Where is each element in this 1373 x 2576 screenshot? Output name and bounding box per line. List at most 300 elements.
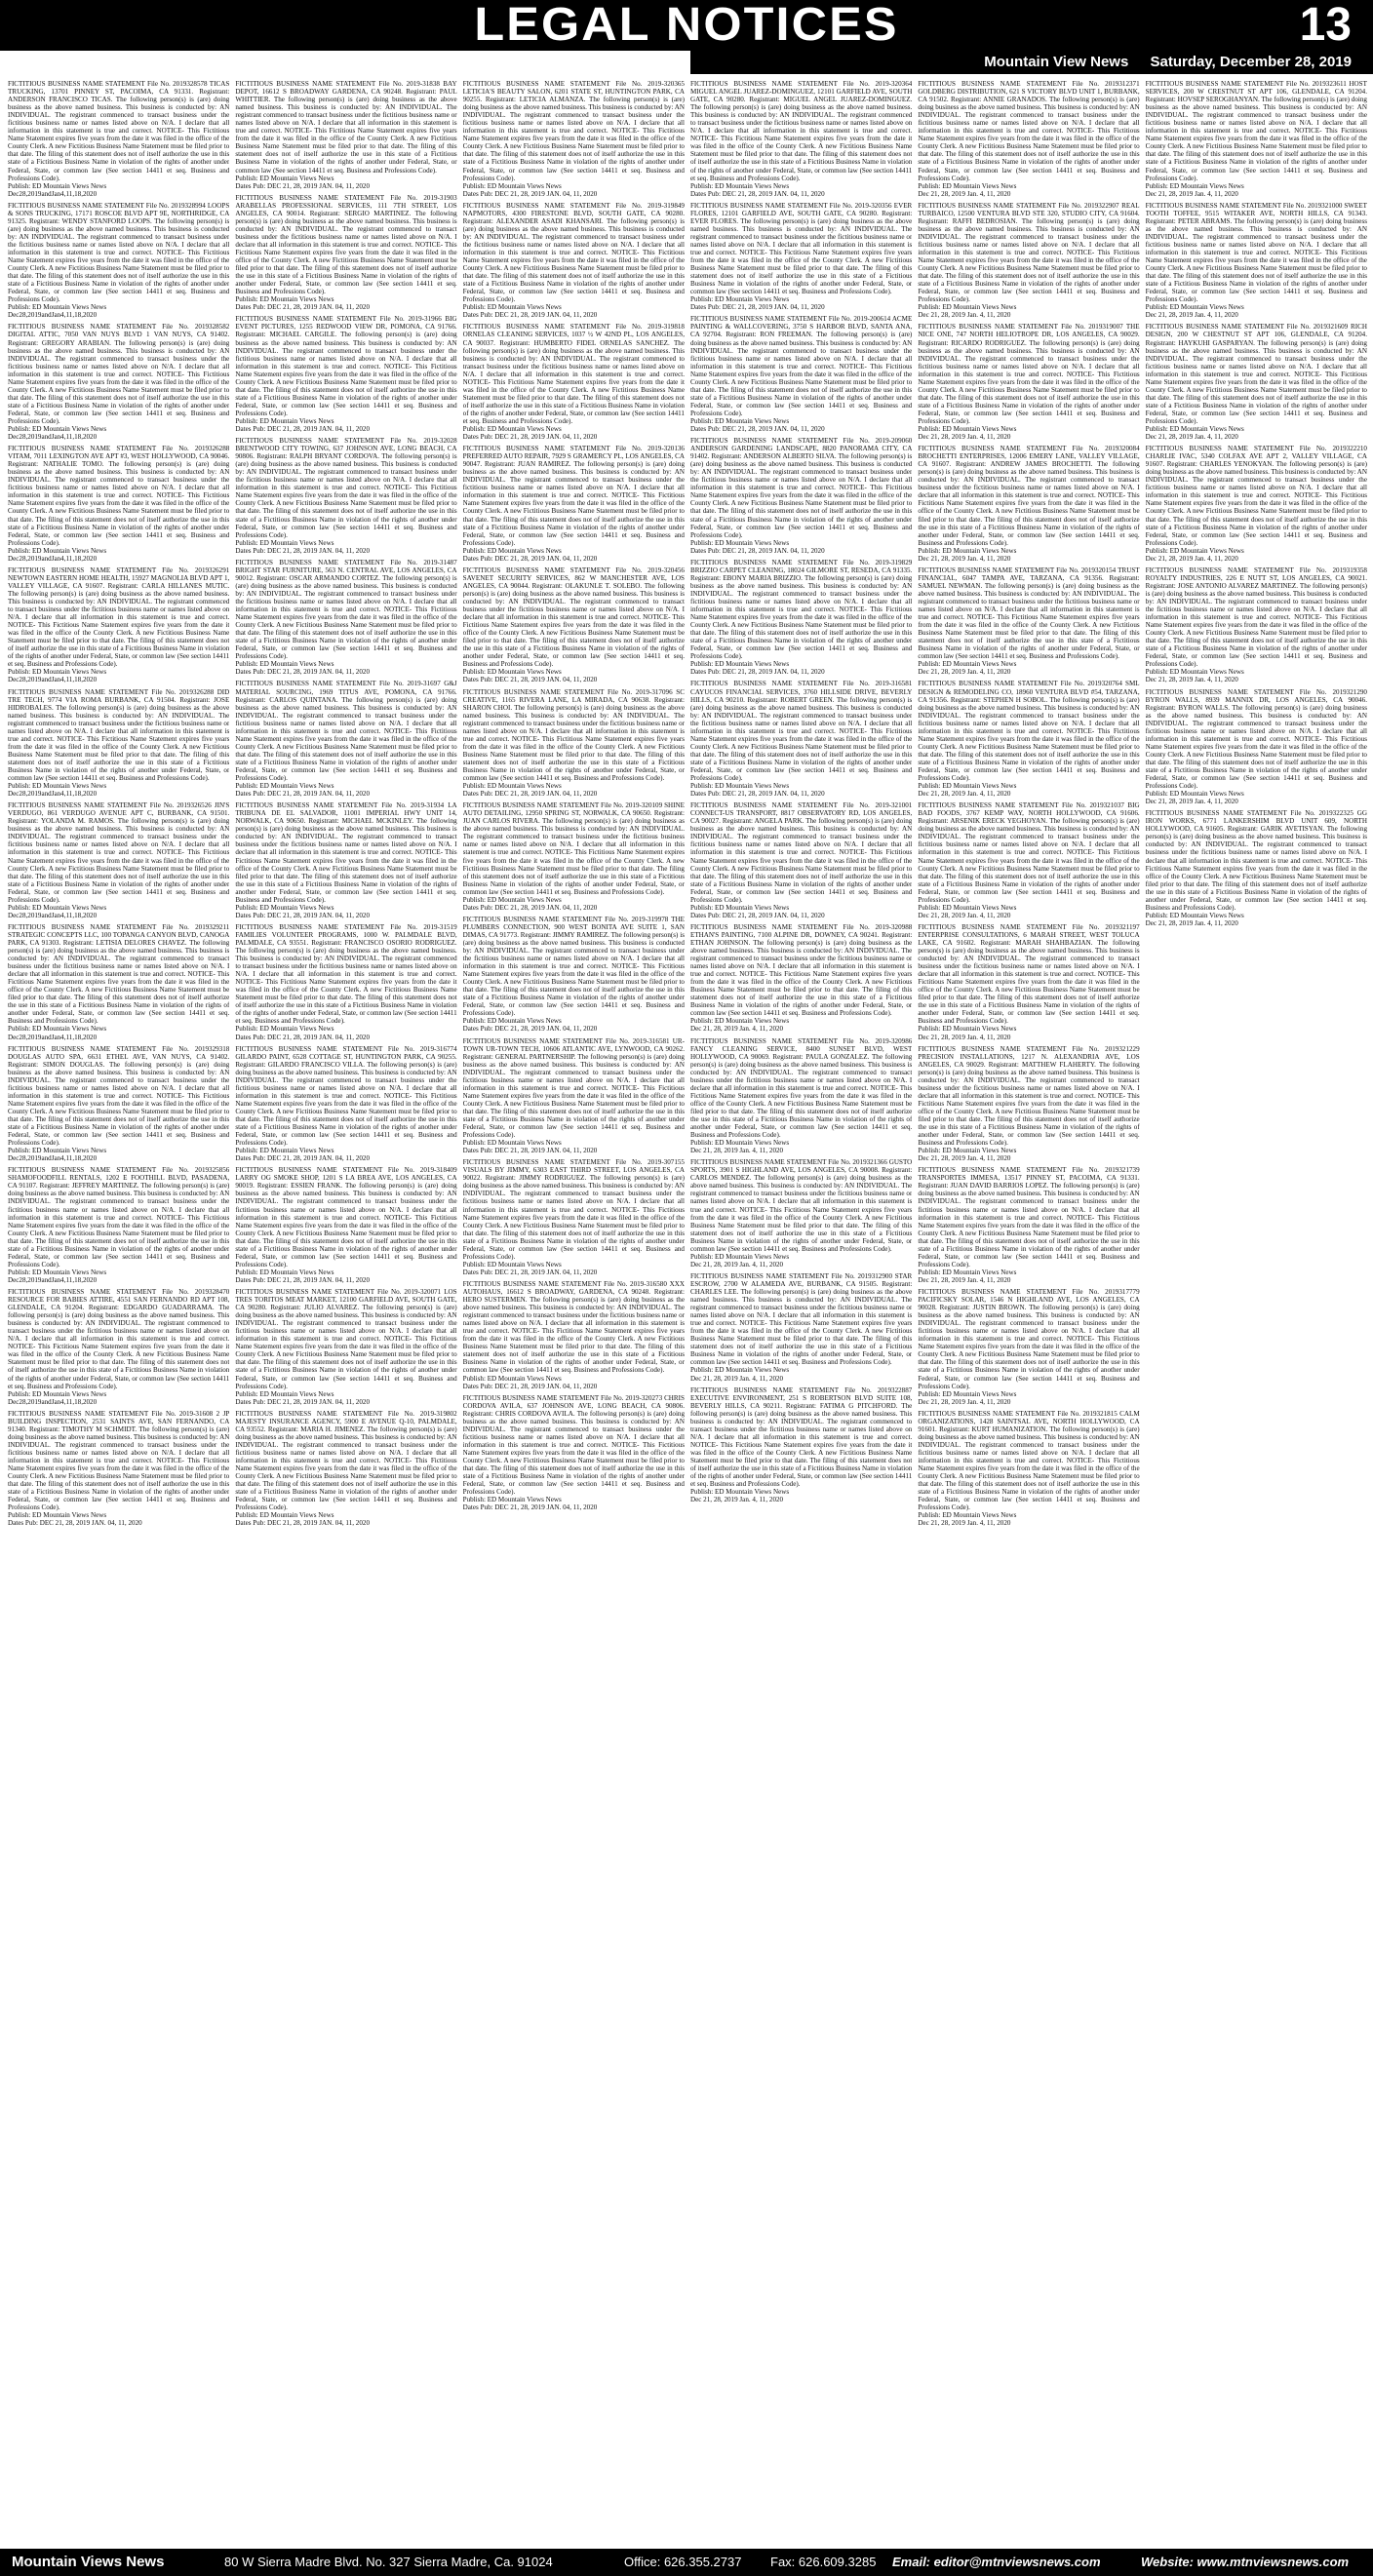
notice-heading: FICTITIOUS BUSINESS NAME STATEMENT <box>1145 323 1284 332</box>
notice-business-name: PREFERRED AUTO REPAIR <box>462 452 549 461</box>
notice-business-name: REAL TURBAICO <box>918 201 1140 217</box>
notice-address: 226 E NUTT ST, LOS ANGELES, CA 90021 <box>1226 573 1366 582</box>
notice-publisher: Publish: ED Mountain Views News <box>8 1147 107 1155</box>
notice-pub-dates: Dates Pub: DEC 21, 28, 2019 JAN. 04, 11, 2020 <box>689 546 825 555</box>
notice-publisher: Publish: ED Mountain Views News <box>918 1268 1017 1276</box>
notice-business-name: DOUGLAS AUTO SPA <box>8 1052 82 1061</box>
notice-pub-dates: Dec 21, 28, 2019 Jan. 4, 11, 2020 <box>1145 676 1238 684</box>
notice-address: 200 W CHESTNUT ST APT 106, GLENDALE, CA 91204 <box>1177 331 1366 339</box>
notice-text: FICTITIOUS BUSINESS NAME STATEMENT File No. 2019-31838 BAY DEPOT, 16612 S BROADWAY GARDENA, CA 90248. Registrant: PAUL WHITTIER. The following person(s) is (are) doing business as the above named business. This business is conducted by: AN INDIVIDUAL. The registrant commenced to transact business under the fictitious business name or names listed above on N/A. I declare that all information in this statement is true and correct. NOTICE- This Fictitious Name Statement expires five years from the date it was filed in the office of the County Clerk. A new Fictitious Business Name Statement must be filed prior to that date. The filing of this statement does not of itself authorize the use in this state of a Fictitious Business Name in violation of the rights of another under Federal, State, or common law (See section 14411 et seq. Business and Professions Code). Publish: ED Mountain Views News Dates Pub: DEC 21, 28, 2019 JAN. 04, 11, 2020 <box>235 80 457 190</box>
notice-pub-dates: Dec 21, 28, 2019 Jan. 4, 11, 2020 <box>918 911 1011 919</box>
legal-notice <box>8 1410 229 1528</box>
notice-body: The following person(s) is (are) doing business as the above named business. This business is conducted by: AN INDIVIDUAL. The registrant commenced to transact business under the fictitious business name or names listed above on N/A. I declare that all information in this statement is true and correct. NOTICE- This Fictitious Name Statement expires five years from the date it was filed in the office of the County Clerk. A new Fictitious Business Name Statement must be filed prior to that date. The filing of this statement does not of itself authorize the use in this state of a Fictitious Business Name in violation of the rights of another under Federal, State, or common law (See section 14411 et seq. Business and Professions Code). <box>918 216 1140 304</box>
notice-registrant: ESSIEN FRANK <box>291 1182 341 1190</box>
notice-file-number: 2019322325 <box>1318 809 1353 818</box>
column <box>1146 80 1367 2539</box>
notice-pub-dates: Dates Pub: DEC 21, 28, 2019 JAN. 04, 11, 2020 <box>462 433 598 442</box>
legal-notice <box>918 1166 1139 1284</box>
notice-registrant: PAULA GONZALEZ <box>805 1052 868 1061</box>
legal-notice <box>463 202 685 320</box>
notice-registrant: LETICIA ALMANZA <box>519 96 584 104</box>
notice-file-number: 2019-31838 <box>406 80 440 88</box>
notice-file-number: 2019326288 <box>178 687 215 696</box>
notice-business-name: CHARLIE IVAC <box>1145 452 1196 461</box>
notice-heading: FICTITIOUS BUSINESS NAME STATEMENT <box>1145 80 1284 88</box>
notice-publisher: Publish: ED Mountain Views News <box>235 903 334 912</box>
notice-publisher: Publish: ED Mountain Views News <box>918 303 1017 312</box>
notice-text: FICTITIOUS BUSINESS NAME STATEMENT File No. 2019328470 RESOURCE FOR BABIES ATTIRE, 4551 SAN FERNANDO RD APT 108, GLENDALE, CA 91204. Registrant: EDGARDO GUADARRAMA. The following person(s) is (are) doing business as the above named business. This business is conducted by: AN INDIVIDUAL. The registrant commenced to transact business under the fictitious business name or names listed above on N/A. I declare that all information in this statement is true and correct. NOTICE- This Fictitious Name Statement expires five years from the date it was filed in the office of the County Clerk. A new Fictitious Business Name Statement must be filed prior to that date. The filing of this statement does not of itself authorize the use in this state of a Fictitious Business Name in violation of the rights of another under Federal, State, or common law (See section 14411 et seq. Business and Professions Code). Publish: ED Mountain Views News Dec28,2019andJan4,11,18,2020 <box>8 1287 230 1406</box>
legal-notice <box>690 559 912 677</box>
notice-body: The following person(s) is (are) doing business as the above named business. This business is conducted by: AN INDIVIDUAL. The registrant commenced to transact business under the fictitious business name or names listed above on N/A. I declare that all information in this statement is true and correct. NOTICE- This Fictitious Name Statement expires five years from the date it was filed in the office of the County Clerk. A new Fictitious Business Name Statement must be filed prior to that date. The filing of this statement does not of itself authorize the use in this state of a Fictitious Business Name in violation of the rights of another under Federal, State, or common law (See section 14411 et seq. Business and Professions Code). <box>918 1304 1140 1390</box>
notice-business-name: LARRY OG SMOKE SHOP <box>235 1174 318 1183</box>
notice-file-number: 2019-32028 <box>423 437 457 446</box>
legal-notice <box>918 1410 1139 1528</box>
legal-notice <box>8 323 229 441</box>
notice-file-number: 2019-209060 <box>875 437 913 446</box>
notice-text: FICTITIOUS BUSINESS NAME STATEMENT File No. 2019-320109 SHINE AUTO DETAILING, 12950 SPRING ST, NORWALK, CA 90650. Registrant: JUAN CARLOS RIVERA. The following person(s) is (are) doing business as the above named business. This business is conducted by: AN INDIVIDUAL. The registrant commenced to transact business under the fictitious business name or names listed above on N/A. I declare that all information in this statement is true and correct. NOTICE- This Fictitious Name Statement expires five years from the date it was filed in the office of the County Clerk. A new Fictitious Business Name Statement must be filed prior to that date. The filing of this statement does not of itself authorize the use in this state of a Fictitious Business Name in violation of the rights of another under Federal, State, or common law (See section 14411 et seq. Business and Professions Code). Publish: ED Mountain Views News Dates Pub: DEC 21, 28, 2019 JAN. 04, 11, 2020 <box>462 801 685 912</box>
notice-business-name: GG IRON WORKS <box>1145 809 1367 826</box>
notice-publisher: Publish: ED Mountain Views News <box>918 782 1017 791</box>
notice-business-name: BIG BAD FOODS <box>918 801 1140 818</box>
notice-heading: FICTITIOUS BUSINESS NAME STATEMENT <box>689 922 838 931</box>
notice-text: FICTITIOUS BUSINESS NAME STATEMENT File No. 2019-319829 BRIZZIO CARPET CLEANING, 18024 GILMORE ST, RESEDA, CA 91335. Registrant: EBONY MARIA BRIZZIO. The following person(s) is (are) doing business as the above named business. This business is conducted by: AN INDIVIDUAL. The registrant commenced to transact business under the fictitious business name or names listed above on N/A. I declare that all information in this statement is true and correct. NOTICE- This Fictitious Name Statement expires five years from the date it was filed in the office of the County Clerk. A new Fictitious Business Name Statement must be filed prior to that date. The filing of this statement does not of itself authorize the use in this state of a Fictitious Business Name in violation of the rights of another under Federal, State, or common law (See section 14411 et seq. Business and Professions Code). Publish: ED Mountain Views News Dates Pub: DEC 21, 28, 2019 JAN. 04, 11, 2020 <box>689 558 913 677</box>
notice-text: FICTITIOUS BUSINESS NAME STATEMENT File No. 2019-31487 BRIGHT STAR FURNITURE, 563 N. CENTRAL AVE, LOS ANGELES, CA 90012. Registrant: OSCAR ARMANDO CORTEZ. The following person(s) is (are) doing business as the above named business. This business is conducted by: AN INDIVIDUAL. The registrant commenced to transact business under the fictitious business name or names listed above on N/A. I declare that all information in this statement is true and correct. NOTICE- This Fictitious Name Statement expires five years from the date it was filed in the office of the County Clerk. A new Fictitious Business Name Statement must be filed prior to that date. The filing of this statement does not of itself authorize the use in this state of a Fictitious Business Name in violation of the rights of another under Federal, State, or common law (See section 14411 et seq. Business and Professions Code). Publish: ED Mountain Views News Dates Pub: DEC 21, 28, 2019 JAN. 04, 11, 2020 <box>235 558 457 677</box>
notice-pub-dates: Dates Pub: DEC 21, 28, 2019 JAN. 04, 11, 2020 <box>462 554 598 563</box>
notice-pub-dates: Dec 21, 28, 2019 Jan. 4, 11, 2020 <box>689 1260 784 1268</box>
notice-pub-dates: Dates Pub: DEC 21, 28, 2019 JAN. 04, 11, 2020 <box>462 790 598 799</box>
notice-pub-dates: Dates Pub: DEC 21, 28, 2019 JAN. 04, 11, 2020 <box>235 1397 370 1406</box>
notice-registrant: STEPHEN H SOBOL <box>983 695 1046 704</box>
notice-heading: FICTITIOUS BUSINESS NAME STATEMENT <box>462 915 603 923</box>
notice-text: FICTITIOUS BUSINESS NAME STATEMENT File No. 2019328578 TICAS TRUCKING, 13701 PINNEY ST, PACOIMA, CA 91331. Registrant: ANDERSON FRANCISCO TICAS. The following person(s) is (are) doing business as the above named business. This business is conducted by: AN INDIVIDUAL. The registrant commenced to transact business under the fictitious business name or names listed above on N/A. I declare that all information in this statement is true and correct. NOTICE- This Fictitious Name Statement expires five years from the date it was filed in the office of the County Clerk. A new Fictitious Business Name Statement must be filed prior to that date. The filing of this statement does not of itself authorize the use in this state of a Fictitious Business Name in violation of the rights of another under Federal, State, or common law (See section 14411 et seq. Business and Professions Code). Publish: ED Mountain Views News Dec28,2019andJan4,11,18,2020 <box>8 80 230 198</box>
notice-pub-dates: Dec 21, 28, 2019 Jan. 4, 11, 2020 <box>689 1496 784 1504</box>
notice-publisher: Publish: ED Mountain Views News <box>235 295 334 304</box>
notice-address: 8400 SUNSET BLVD, WEST HOLLYWOOD, CA 90069 <box>689 1044 913 1061</box>
legal-notice <box>918 323 1139 441</box>
notice-pub-dates: Dates Pub: DEC 21, 28, 2019 JAN. 04, 11, 2020 <box>462 1503 598 1512</box>
notice-file-number: 2019-320986 <box>875 1036 913 1045</box>
notice-heading: FICTITIOUS BUSINESS NAME STATEMENT <box>689 201 828 210</box>
notice-address: 1037 ½ W 42ND PL, LOS ANGELES, CA 90037 <box>462 331 685 347</box>
notice-heading: FICTITIOUS BUSINESS NAME STATEMENT <box>918 445 1067 453</box>
notice-body: The following person(s) is (are) doing business as the above named business. This business is conducted by: AN INDIVIDUAL. The registrant commenced to transact business under the fictitious business name or names listed above on N/A. I declare that all information in this statement is true and correct. NOTICE- This Fictitious Name Statement expires five years from the date it was filed in the office of the County Clerk. A new Fictitious Business Name Statement must be filed prior to that date. The filing of this statement does not of itself authorize the use in this state of a Fictitious Business Name in violation of the rights of another under Federal, State, or common law (See section 14411 et seq. Business and Professions Code). <box>462 216 685 304</box>
notice-file-number: 2019328578 <box>173 80 208 88</box>
notice-business-name: LETICIA'S BEAUTY SALON <box>462 88 551 97</box>
notice-pub-dates: Dec 21, 28, 2019 Jan. 4, 11, 2020 <box>1145 554 1238 563</box>
legal-notice <box>235 194 456 312</box>
notice-address: 6047 TAMPA AVE, TARZANA, CA 91356 <box>962 573 1103 582</box>
notices-columns <box>8 80 1367 2539</box>
legal-notice <box>1146 323 1367 441</box>
notice-file-number: 2019-319802 <box>419 1409 457 1418</box>
notice-body: The following person(s) is (are) doing business as the above named business. This business is conducted by: AN INDIVIDUAL. The registrant commenced to transact business under the fictitious business name or names listed above on N/A. I declare that all information in this statement is true and correct. NOTICE- This Fictitious Name Statement expires five years from the date it was filed in the office of the County Clerk. A new Fictitious Business Name Statement must be filed prior to that date. The filing of this statement does not of itself authorize the use in this state of a Fictitious Business Name in violation of the rights of another under Federal, State, or common law (See section 14411 et seq. Business and Professions Code). <box>8 817 230 904</box>
notice-business-name: THE NICE ONE <box>918 323 1140 339</box>
notice-publisher: Publish: ED Mountain Views News <box>918 546 1017 555</box>
notice-text: FICTITIOUS BUSINESS NAME STATEMENT File No. 2019325856 SHAMOFOODFILL RENTALS, 1202 E FOOTHILL BLVD, PASADENA, CA 91107. Registrant: JEFFREY MARTINEZ. The following person(s) is (are) doing business as the above named business. This business is conducted by: AN INDIVIDUAL. The registrant commenced to transact business under the fictitious business name or names listed above on N/A. I declare that all information in this statement is true and correct. NOTICE- This Fictitious Name Statement expires five years from the date it was filed in the office of the County Clerk. A new Fictitious Business Name Statement must be filed prior to that date. The filing of this statement does not of itself authorize the use in this state of a Fictitious Business Name in violation of the rights of another under Federal, State, or common law (See section 14411 et seq. Business and Professions Code). Publish: ED Mountain Views News Dec28,2019andJan4,11,18,2020 <box>8 1166 230 1284</box>
notice-file-number: 2019-320988 <box>875 922 913 931</box>
notice-business-name: RICH DESIGN <box>1145 323 1367 339</box>
notice-file-number: 2019329318 <box>194 1044 230 1053</box>
notice-heading: FICTITIOUS BUSINESS NAME STATEMENT <box>918 1409 1055 1418</box>
notice-body: The following person(s) is (are) doing business as the above named business. This business is conducted by: AN INDIVIDUAL. The registrant commenced to transact business under the fictitious business name or names listed above on N/A. I declare that all information in this statement is true and correct. NOTICE- This Fictitious Name Statement expires five years from the date it was filed in the office of the County Clerk. A new Fictitious Business Name Statement must be filed prior to that date. The filing of this statement does not of itself authorize the use in this state of a Fictitious Business Name in violation of the rights of another under Federal, State, or common law (See section 14411 et seq. Business and Professions Code). <box>918 338 1140 425</box>
notice-text: FICTITIOUS BUSINESS NAME STATEMENT File No. 2019-316580 XXX AUTOHAUS, 16612 S BROADWAY, GARDENA, CA 90248. Registrant: HERO SUSTERMEN. The following person(s) is (are) doing business as the above named business. This business is conducted by: AN INDIVIDUAL. The registrant commenced to transact business under the fictitious business name or names listed above on N/A. I declare that all information in this statement is true and correct. NOTICE- This Fictitious Name Statement expires five years from the date it was filed in the office of the County Clerk. A new Fictitious Business Name Statement must be filed prior to that date. The filing of this statement does not of itself authorize the use in this state of a Fictitious Business Name in violation of the rights of another under Federal, State, or common law (See section 14411 et seq. Business and Professions Code). Publish: ED Mountain Views News Dates Pub: DEC 21, 28, 2019 JAN. 04, 11, 2020 <box>462 1279 685 1390</box>
legal-notice <box>235 315 456 433</box>
notice-registrant: ALEXANDER ASADI KHANSARI <box>495 216 602 225</box>
notice-body: The following person(s) is (are) doing business as the above named business. This business is conducted by: AN INDIVIDUAL. The registrant commenced to transact business under the fictitious business name or names listed above on N/A. I declare that all information in this statement is true and correct. NOTICE- This Fictitious Name Statement expires five years from the date it was filed in the office of the County Clerk. A new Fictitious Business Name Statement must be filed prior to that date. The filing of this statement does not of itself authorize the use in this state of a Fictitious Business Name in violation of the rights of another under Federal, State, or common law (See section 14411 et seq. Business and Professions Code). <box>689 331 913 417</box>
notice-body: The following person(s) is (are) doing business as the above named business. This business is conducted by: AN INDIVIDUAL. The registrant commenced to transact business under the fictitious business name or names listed above on N/A. I declare that all information in this statement is true and correct. NOTICE- This Fictitious Name Statement expires five years from the date it was filed in the office of the County Clerk. A new Fictitious Business Name Statement must be filed prior to that date. The filing of this statement does not of itself authorize the use in this state of a Fictitious Business Name in violation of the rights of another under Federal, State, or common law (See section 14411 et seq. Business and Professions Code). <box>918 1425 1140 1512</box>
notice-text: FICTITIOUS BUSINESS NAME STATEMENT File No. 2019-316581 UR-TOWN UR-TOWN TECH, 10606 ATLANTIC AVE, LYNWOOD, CA 90262. Registrant: GENERAL PARTNERSHIP. The following person(s) is (are) doing business as the above named business. This business is conducted by: AN INDIVIDUAL. The registrant commenced to transact business under the fictitious business name or names listed above on N/A. I declare that all information in this statement is true and correct. NOTICE- This Fictitious Name Statement expires five years from the date it was filed in the office of the County Clerk. A new Fictitious Business Name Statement must be filed prior to that date. The filing of this statement does not of itself authorize the use in this state of a Fictitious Business Name in violation of the rights of another under Federal, State, or common law (See section 14411 et seq. Business and Professions Code). Publish: ED Mountain Views News Dates Pub: DEC 21, 28, 2019 JAN. 04, 11, 2020 <box>462 1036 685 1155</box>
notice-pub-dates: Dates Pub: DEC 21, 28, 2019 JAN. 04, 11, 2020 <box>8 1519 142 1528</box>
notice-pub-dates: Dec28,2019andJan4,11,18,2020 <box>8 189 98 198</box>
notice-file-number: 2019-319849 <box>647 201 685 210</box>
notice-business-name: ACME PAINTING & WALLCOVERING <box>689 315 913 332</box>
notice-file-number: 2019-31608 <box>178 1409 214 1418</box>
notice-publisher: Publish: ED Mountain Views News <box>1145 181 1244 190</box>
notice-business-name: NAPMOTORS <box>462 209 506 217</box>
notice-publisher: Publish: ED Mountain Views News <box>689 1139 790 1148</box>
notice-pub-dates: Dates Pub: DEC 21, 28, 2019 JAN. 04, 11, 2020 <box>462 1025 598 1034</box>
notice-body: The following person(s) is (are) doing business as the above named business. This business is conducted by: AN INDIVIDUAL. The registrant commenced to transact business under the fictitious business name or names listed above on N/A. I declare that all information in this statement is true and correct. NOTICE- This Fictitious Name Statement expires five years from the date it was filed in the office of the County Clerk. A new Fictitious Business Name Statement must be filed prior to that date. The filing of this statement does not of itself authorize the use in this state of a Fictitious Business Name in violation of the rights of another under Federal, State, or common law (See section 14411 et seq. Business and Professions Code). <box>689 1401 913 1489</box>
notice-business-name: CHRIS CORDOVA AVILA <box>462 1393 685 1410</box>
notice-pub-dates: Dec 21, 28, 2019 Jan. 4, 11, 2020 <box>918 668 1011 677</box>
notice-address: 12950 SPRING ST, NORWALK, CA 90650 <box>525 809 650 818</box>
notice-registrant: CARLA HILLANES MUTIC <box>141 581 228 590</box>
notice-heading: FICTITIOUS BUSINESS NAME STATEMENT <box>235 80 376 88</box>
notice-address: 9774 VIA ROMA BURBANK, CA 91504 <box>48 695 175 704</box>
notice-publisher: Publish: ED Mountain Views News <box>8 1025 107 1034</box>
notice-heading: FICTITIOUS BUSINESS NAME STATEMENT <box>918 922 1067 931</box>
notice-heading: FICTITIOUS BUSINESS NAME STATEMENT <box>235 1287 374 1296</box>
notice-text: FICTITIOUS BUSINESS NAME STATEMENT File No. 2019-200614 ACME PAINTING & WALLCOVERING, 3750 S HARBOR BLVD, SANTA ANA, CA 92704. Registrant: RON FREEMAN. The following person(s) is (are) doing business as the above named business. This business is conducted by: AN INDIVIDUAL. The registrant commenced to transact business under the fictitious business name or names listed above on N/A. I declare that all information in this statement is true and correct. NOTICE- This Fictitious Name Statement expires five years from the date it was filed in the office of the County Clerk. A new Fictitious Business Name Statement must be filed prior to that date. The filing of this statement does not of itself authorize the use in this state of a Fictitious Business Name in violation of the rights of another under Federal, State, or common law (See section 14411 et seq. Business and Professions Code). Publish: ED Mountain Views News Dates Pub: DEC 21, 28, 2019 JAN. 04, 11, 2020 <box>689 315 913 434</box>
notice-text: FICTITIOUS BUSINESS NAME STATEMENT File No. 2019-319802 MAJESTY INSURANCE AGENCY, 5900 E AVENUE Q-10, PALMDALE, CA 93552. Registrant: MARIA H. JIMENEZ. The following person(s) is (are) doing business as the above named business. This business is conducted by: AN INDIVIDUAL. The registrant commenced to transact business under the fictitious business name or names listed above on N/A. I declare that all information in this statement is true and correct. NOTICE- This Fictitious Name Statement expires five years from the date it was filed in the office of the County Clerk. A new Fictitious Business Name Statement must be filed prior to that date. The filing of this statement does not of itself authorize the use in this state of a Fictitious Business Name in violation of the rights of another under Federal, State, or common law (See section 14411 et seq. Business and Professions Code). Publish: ED Mountain Views News Dates Pub: DEC 21, 28, 2019 JAN. 04, 11, 2020 <box>235 1409 457 1528</box>
notice-business-name: ORNELAS CLEANING SERVICES <box>462 331 568 339</box>
notice-address: 12101 GARFIELD AVE, SOUTH GATE, CA 90280 <box>721 209 877 217</box>
notice-publisher: Publish: ED Mountain Views News <box>462 1139 562 1148</box>
notice-text: FICTITIOUS BUSINESS NAME STATEMENT File No. 2019320084 BROCHETTI ENTERPRISES, 12006 EMERY LANE, VALLEY VILLAGE, CA 91607. Registrant: ANDREW JAMES BROCHETTI. The following person(s) is (are) doing business as the above named business. This business is conducted by: AN INDIVIDUAL. The registrant commenced to transact business under the fictitious business name or names listed above on N/A. I declare that all information in this statement is true and correct. NOTICE- This Fictitious Name Statement expires five years from the date it was filed in the office of the County Clerk. A new Fictitious Business Name Statement must be filed prior to that date. The filing of this statement does not of itself authorize the use in this state of a Fictitious Business Name in violation of the rights of another under Federal, State, or common law (See section 14411 et seq. Business and Professions Code). Publish: ED Mountain Views News Dec 21, 28, 2019 Jan. 4, 11, 2020 <box>918 445 1140 563</box>
notice-registrant: JULIO ALVAREZ <box>303 1304 358 1312</box>
notice-address: 13701 PINNEY ST, PACOIMA, CA 91331 <box>51 88 192 97</box>
notice-file-number: 2019320084 <box>1105 445 1140 453</box>
notice-registrant: WENDY STANFORD LOOPS <box>61 216 150 225</box>
notice-body: The following person(s) is (are) doing business as the above named business. This business is conducted by: AN INDIVIDUAL. The registrant commenced to transact business under the fictitious business name or names listed above on N/A. I declare that all information in this statement is true and correct. NOTICE- This Fictitious Name Statement expires five years from the date it was filed in the office of the County Clerk. A new Fictitious Business Name Statement must be filed prior to that date. The filing of this statement does not of itself authorize the use in this state of a Fictitious Business Name in violation of the rights of another under Federal, State, or common law (See section 14411 et seq. Business and Professions Code). <box>462 1296 685 1375</box>
legal-notice <box>1146 809 1367 927</box>
notice-publisher: Publish: ED Mountain Views News <box>235 1389 334 1398</box>
notice-business-name: CONNECT-US TRANSPORT <box>689 809 776 818</box>
notice-registrant: SHARON CHOI <box>462 703 511 712</box>
notice-business-name: BIG EVENT PICTURES <box>235 315 457 332</box>
legal-notice <box>1146 445 1367 563</box>
notice-registrant: ETHAN JOHNSON <box>689 938 749 947</box>
notice-text: FICTITIOUS BUSINESS NAME STATEMENT File No. 2019-32028 BRENTWOOD CITY TOWING, 637 JOHNSON AVE, LONG BEACH, CA 90806. Registrant: RALPH BRYANT CORDOVA. The following person(s) is (are) doing business as the above named business. This business is conducted by: AN INDIVIDUAL. The registrant commenced to transact business under the fictitious business name or names listed above on N/A. I declare that all information in this statement is true and correct. NOTICE- This Fictitious Name Statement expires five years from the date it was filed in the office of the County Clerk. A new Fictitious Business Name Statement must be filed prior to that date. The filing of this statement does not of itself authorize the use in this state of a Fictitious Business Name in violation of the rights of another under Federal, State, or common law (See section 14411 et seq. Business and Professions Code). Publish: ED Mountain Views News Dates Pub: DEC 21, 28, 2019 JAN. 04, 11, 2020 <box>235 437 457 555</box>
notice-registrant: GENERAL PARTNERSHIP <box>494 1052 574 1061</box>
notice-heading: FICTITIOUS BUSINESS NAME STATEMENT <box>462 687 605 696</box>
legal-notice <box>918 680 1139 798</box>
notice-business-name: SML DESIGN & REMODELING CO <box>918 680 1140 696</box>
notice-registrant: RON FREEMAN <box>760 331 811 339</box>
notice-file-number: 2019-31519 <box>423 922 457 931</box>
notice-business-name: PACIFICSKY SOLAR <box>918 1296 985 1305</box>
issue-date: Saturday, December 28, 2019 <box>1150 54 1352 70</box>
legal-notice <box>918 566 1139 677</box>
notice-registrant: JUAN DAVID BARRIOS LOPEZ <box>950 1182 1047 1190</box>
notice-publisher: Publish: ED Mountain Views News <box>918 1511 1017 1520</box>
notice-file-number: 2019320764 <box>1087 680 1122 688</box>
legal-notice <box>463 566 685 684</box>
legal-notice <box>1146 202 1367 320</box>
notice-business-name: CAYUCOS FINANCIAL SERVICES <box>689 687 799 696</box>
notice-address: 6771 LANKERSHIM BLVD UNIT 609, NORTH HOLLYWOOD, CA 91605 <box>1145 817 1367 834</box>
notice-pub-dates: Dec28,2019andJan4,11,18,2020 <box>8 1154 98 1163</box>
footer-email-link[interactable]: Email: editor@mtnviewsnews.com <box>892 2555 1101 2569</box>
notice-publisher: Publish: ED Mountain Views News <box>235 538 334 547</box>
notice-publisher: Publish: ED Mountain Views News <box>1145 425 1244 434</box>
notice-pub-dates: Dec28,2019andJan4,11,18,2020 <box>8 1397 98 1406</box>
footer-website-link[interactable]: Website: www.mtnviewsnews.com <box>1141 2555 1350 2569</box>
notice-file-number: 2019319358 <box>1332 566 1367 574</box>
notice-body: The following person(s) is (are) doing business as the above named business. This business is conducted by: AN INDIVIDUAL. The registrant commenced to transact business under the fictitious business name or names listed above on N/A. I declare that all information in this statement is true and correct. NOTICE- This Fictitious Name Statement expires five years from the date it was filed in the office of the County Clerk. A new Fictitious Business Name Statement must be filed prior to that date. The filing of this statement does not of itself authorize the use in this state of a Fictitious Business Name in violation of the rights of another under Federal, State, or common law (See section 14411 et seq. Business and Professions Code). <box>8 460 230 547</box>
notice-heading: FICTITIOUS BUSINESS NAME STATEMENT <box>8 1409 149 1418</box>
legal-notice <box>918 80 1139 198</box>
notice-text: FICTITIOUS BUSINESS NAME STATEMENT File No. 2019322887 EXECUTIVE ENVIRONMENT, 251 S ROBERTSON BLVD SUITE 108, BEVERLY HILLS, CA 90211. Registrant: FATIMA G PITCHFORD. The following person(s) is (are) doing business as the above named business. This business is conducted by: AN INDIVIDUAL. The registrant commenced to transact business under the fictitious business name or names listed above on N/A. I declare that all information in this statement is true and correct. NOTICE- This Fictitious Name Statement expires five years from the date it was filed in the office of the County Clerk. A new Fictitious Business Name Statement must be filed prior to that date. The filing of this statement does not of itself authorize the use in this state of a Fictitious Business Name in violation of the rights of another under Federal, State, or common law (See section 14411 et seq. Business and Professions Code). Publish: ED Mountain Views News Dec 21, 28, 2019 Jan. 4, 11, 2020 <box>689 1386 913 1504</box>
notice-business-name: ANDERSON GARDENING LANDSCAPE <box>689 445 817 453</box>
notice-publisher: Publish: ED Mountain Views News <box>462 1017 562 1026</box>
notice-business-name: BROCHETTI ENTERPRISES <box>918 452 1005 461</box>
notice-heading: FICTITIOUS BUSINESS NAME STATEMENT <box>689 558 838 566</box>
notice-file-number: 2019328582 <box>194 323 230 332</box>
notice-body: The following person(s) is (are) doing business as the above named business. This business is conducted by: AN INDIVIDUAL. The registrant commenced to transact business under the fictitious business name or names listed above on N/A. I declare that all information in this statement is true and correct. NOTICE- This Fictitious Name Statement expires five years from the date it was filed in the office of the County Clerk. A new Fictitious Business Name Statement must be filed prior to that date. The filing of this statement does not of itself authorize the use in this state of a Fictitious Business Name in violation of the rights of another under Federal, State, or common law (See section 14411 et seq. Business and Professions Code). <box>462 1052 685 1140</box>
notice-heading: FICTITIOUS BUSINESS NAME STATEMENT <box>689 801 838 810</box>
notice-publisher: Publish: ED Mountain Views News <box>8 181 107 190</box>
notice-business-name: ROYALTY INDUSTRIES <box>1145 573 1221 582</box>
notice-publisher: Publish: ED Mountain Views News <box>8 782 107 791</box>
notice-publisher: Publish: ED Mountain Views News <box>462 668 562 677</box>
notice-heading: FICTITIOUS BUSINESS NAME STATEMENT <box>1145 201 1281 210</box>
notice-body: The following person(s) is (are) doing business as the above named business. This business is conducted by: AN INDIVIDUAL. The registrant commenced to transact business under the fictitious business name or names listed above on N/A. I declare that all information in this statement is true and correct. NOTICE- This Fictitious Name Statement expires five years from the date it was filed in the office of the County Clerk. A new Fictitious Business Name Statement must be filed prior to that date. The filing of this statement does not of itself authorize the use in this state of a Fictitious Business Name in violation of the rights of another under Federal, State, or common law (See section 14411 et seq. Business and Professions Code). <box>462 460 685 547</box>
notice-registrant: EVER FLORES <box>689 216 737 225</box>
notice-heading: FICTITIOUS BUSINESS NAME STATEMENT <box>8 687 148 696</box>
notice-business-name: LOOPS & SONS TRUCKING <box>8 201 230 217</box>
notice-body: The following person(s) is (are) doing business as the above named business. This business is conducted by: AN INDIVIDUAL. The registrant commenced to transact business under the fictitious business name or names listed above on N/A. I declare that all information in this statement is true and correct. NOTICE- This Fictitious Name Statement expires five years from the date it was filed in the office of the County Clerk. A new Fictitious Business Name Statement must be filed prior to that date. The filing of this statement does not of itself authorize the use in this state of a Fictitious Business Name in violation of the rights of another under Federal, State, or common law (See section 14411 et seq. Business and Professions Code). <box>918 938 1140 1026</box>
notice-address: 15927 MAGNOLIA BLVD APT 1, VALLEY VILLAGE, CA 91607 <box>8 573 230 590</box>
notice-file-number: 2019-200614 <box>853 315 891 324</box>
notice-address: 1969 TITUS AVE, POMONA, CA 91766 <box>319 687 455 696</box>
notice-publisher: Publish: ED Mountain Views News <box>918 1389 1017 1398</box>
notice-heading: FICTITIOUS BUSINESS NAME STATEMENT <box>235 1409 383 1418</box>
notice-file-number: 2019326291 <box>194 566 230 574</box>
notice-text: FICTITIOUS BUSINESS NAME STATEMENT File No. 2019321037 BIG BAD FOODS, 3767 KEMP WAY, NORTH HOLLYWOOD, CA 91606. Registrant: ARSENIK ERECK YEGHOYAN. The following person(s) is (are) doing business as the above named business. This business is conducted by: AN INDIVIDUAL. The registrant commenced to transact business under the fictitious business name or names listed above on N/A. I declare that all information in this statement is true and correct. NOTICE- This Fictitious Name Statement expires five years from the date it was filed in the office of the County Clerk. A new Fictitious Business Name Statement must be filed prior to that date. The filing of this statement does not of itself authorize the use in this state of a Fictitious Business Name in violation of the rights of another under Federal, State, or common law (See section 14411 et seq. Business and Professions Code). Publish: ED Mountain Views News Dec 21, 28, 2019 Jan. 4, 11, 2020 <box>918 801 1140 919</box>
notice-file-number: 2019-31966 <box>408 315 442 324</box>
notice-body: The following person(s) is (are) doing business as the above named business. This business is conducted by: AN INDIVIDUAL. The registrant commenced to transact business under the fictitious business name or names listed above on N/A. I declare that all information in this statement is true and correct. NOTICE- This Fictitious Name Statement expires five years from the date it was filed in the office of the County Clerk. A new Fictitious Business Name Statement must be filed prior to that date. The filing of this statement does not of itself authorize the use in this state of a Fictitious Business Name in violation of the rights of another under Federal, State, or common law (See section 14411 et seq. Business and Professions Code). <box>918 1182 1140 1268</box>
notice-registrant: MICHAEL CARGILE <box>269 331 335 339</box>
notice-registrant: EBONY MARIA BRIZZIO <box>723 573 802 582</box>
notice-body: The following person(s) is (are) doing business as the above named business. This business is conducted by: AN INDIVIDUAL. The registrant commenced to transact business under the fictitious business name or names listed above on N/A. I declare that all information in this statement is true and correct. NOTICE- This Fictitious Name Statement expires five years from the date it was filed in the office of the County Clerk. A new Fictitious Business Name Statement must be filed prior to that date. The filing of this statement does not of itself authorize the use in this state of a Fictitious Business Name in violation of the rights of another under Federal, State, or common law (See section 14411 et seq. Business and Professions Code). <box>235 96 457 175</box>
notice-pub-dates: Dates Pub: DEC 21, 28, 2019 JAN. 04, 11, 2020 <box>235 1154 370 1163</box>
notice-address: 4551 SAN FERNANDO RD APT 108, GLENDALE, CA 91204 <box>8 1296 230 1312</box>
notice-pub-dates: Dates Pub: DEC 21, 28, 2019 JAN. 04, 11, 2020 <box>235 425 370 434</box>
notice-text: FICTITIOUS BUSINESS NAME STATEMENT File No. 2019321609 RICH DESIGN, 200 W CHESTNUT ST APT 106, GLENDALE, CA 91204. Registrant: HAYKUHI GASPARYAN. The following person(s) is (are) doing business as the above named business. This business is conducted by: AN INDIVIDUAL. The registrant commenced to transact business under the fictitious business name or names listed above on N/A. I declare that all information in this statement is true and correct. NOTICE- This Fictitious Name Statement expires five years from the date it was filed in the office of the County Clerk. A new Fictitious Business Name Statement must be filed prior to that date. The filing of this statement does not of itself authorize the use in this state of a Fictitious Business Name in violation of the rights of another under Federal, State, or common law (See section 14411 et seq. Business and Professions Code). Publish: ED Mountain Views News Dec 21, 28, 2019 Jan. 4, 11, 2020 <box>1145 323 1367 442</box>
notice-registrant: HAYKUHI GASPARYAN <box>1178 338 1254 347</box>
notice-publisher: Publish: ED Mountain Views News <box>8 303 107 312</box>
notice-pub-dates: Dates Pub: DEC 21, 28, 2019 JAN. 04, 11, 2020 <box>235 668 370 677</box>
legal-notice <box>918 801 1139 919</box>
notice-registrant: KURT HUMANIZATION <box>971 1425 1046 1433</box>
notice-address: 862 W MANCHESTER AVE, LOS ANGELES, CA 90044 <box>462 573 685 590</box>
notice-text: FICTITIOUS BUSINESS NAME STATEMENT File No. 2019322210 CHARLIE IVAC, 5340 COLFAX AVE APT 2, VALLEY VILLAGE, CA 91607. Registrant: CHARLES YENOKYAN. The following person(s) is (are) doing business as the above named business. This business is conducted by: AN INDIVIDUAL. The registrant commenced to transact business under the fictitious business name or names listed above on N/A. I declare that all information in this statement is true and correct. NOTICE- This Fictitious Name Statement expires five years from the date it was filed in the office of the County Clerk. A new Fictitious Business Name Statement must be filed prior to that date. The filing of this statement does not of itself authorize the use in this state of a Fictitious Business Name in violation of the rights of another under Federal, State, or common law (See section 14411 et seq. Business and Professions Code). Publish: ED Mountain Views News Dec 21, 28, 2019 Jan. 4, 11, 2020 <box>1145 445 1367 563</box>
notice-publisher: Publish: ED Mountain Views News <box>689 903 790 912</box>
notice-file-number: 2019-31697 <box>407 680 441 688</box>
notice-body: The following person(s) is (are) doing business as the above named business. This business is conducted by: AN INDIVIDUAL. The registrant commenced to transact business under the fictitious business name or names listed above on N/A. I declare that all information in this statement is true and correct. NOTICE- This Fictitious Name Statement expires five years from the date it was filed in the office of the County Clerk. A new Fictitious Business Name Statement must be filed prior to that date. The filing of this statement does not of itself authorize the use in this state of a Fictitious Business Name in violation of the rights of another under Federal, State, or common law (See section 14411 et seq. Business and Professions Code). <box>235 1182 457 1268</box>
notice-registrant: GARIK AVETISYAN <box>1260 825 1323 834</box>
column <box>918 80 1139 2539</box>
notice-publisher: Publish: ED Mountain Views News <box>462 546 562 555</box>
notice-address: 4300 FIRESTONE BLVD, SOUTH GATE, CA 90280 <box>512 209 684 217</box>
notice-heading: FICTITIOUS BUSINESS NAME STATEMENT <box>8 1044 157 1053</box>
notice-address: 1000 W. PALMDALE BLVD, PALMDALE, CA 93551 <box>235 930 457 947</box>
notice-heading: FICTITIOUS BUSINESS NAME STATEMENT <box>462 80 610 88</box>
notice-heading: FICTITIOUS BUSINESS NAME STATEMENT <box>462 801 600 810</box>
notice-business-name: SAVENET SECURITY SERVICES <box>462 573 569 582</box>
notice-publisher: Publish: ED Mountain Views News <box>1145 546 1244 555</box>
notice-text: FICTITIOUS BUSINESS NAME STATEMENT File No. 2019-319818 ORNELAS CLEANING SERVICES, 1037 ½ W 42ND PL, LOS ANGELES, CA 90037. Registrant: HUMBERTO FIDEL ORNELAS SANCHEZ. The following person(s) is (are) doing business as the above named business. This business is conducted by: AN INDIVIDUAL. The registrant commenced to transact business under the fictitious business name or names listed above on N/A. I declare that all information in this statement is true and correct. NOTICE- This Fictitious Name Statement expires five years from the date it was filed in the office of the County Clerk. A new Fictitious Business Name Statement must be filed prior to that date. The filing of this statement does not of itself authorize the use in this state of a Fictitious Business Name in violation of the rights of another under Federal, State, or common law (See section 14411 et seq. Business and Professions Code). Publish: ED Mountain Views News Dates Pub: DEC 21, 28, 2019 JAN. 04, 11, 2020 <box>462 323 685 442</box>
notice-business-name: GUSTO SPORTS <box>689 1158 913 1175</box>
notice-pub-dates: Dec 21, 28, 2019 Jan. 4, 11, 2020 <box>918 1033 1011 1041</box>
notice-body: The following person(s) is (are) doing business as the above named business. This business is conducted by: AN INDIVIDUAL. The registrant commenced to transact business under the fictitious business name or names listed above on N/A. I declare that all information in this statement is true and correct. NOTICE- This Fictitious Name Statement expires five years from the date it was filed in the office of the County Clerk. A new Fictitious Business Name Statement must be filed prior to that date. The filing of this statement does not of itself authorize the use in this state of a Fictitious Business Name in violation of the rights of another under Federal, State, or common law (See section 14411 et seq. Business and Professions Code). <box>8 338 230 425</box>
notice-registrant: GILARDO FRANCISCO VILLA <box>267 1060 364 1069</box>
column <box>690 80 912 2539</box>
notice-text: FICTITIOUS BUSINESS NAME STATEMENT File No. 2019328994 LOOPS & SONS TRUCKING, 17171 ROSCOE BLVD APT 9E, NORTHRIDGE, CA 91325. Registrant: WENDY STANFORD LOOPS. The following person(s) is (are) doing business as the above named business. This business is conducted by: AN INDIVIDUAL. The registrant commenced to transact business under the fictitious business name or names listed above on N/A. I declare that all information in this statement is true and correct. NOTICE- This Fictitious Name Statement expires five years from the date it was filed in the office of the County Clerk. A new Fictitious Business Name Statement must be filed prior to that date. The filing of this statement does not of itself authorize the use in this state of a Fictitious Business Name in violation of the rights of another under Federal, State, or common law (See section 14411 et seq. Business and Professions Code). Publish: ED Mountain Views News Dec28,2019andJan4,11,18,2020 <box>8 201 230 320</box>
notice-text: FICTITIOUS BUSINESS NAME STATEMENT File No. 2019321000 SWEET TOOTH TOFFEE, 9515 WITAKER AVE, NORTH HILLS, CA 91343. Registrant: PETER ABRAMS. The following person(s) is (are) doing business as the above named business. This business is conducted by: AN INDIVIDUAL. The registrant commenced to transact business under the fictitious business name or names listed above on N/A. I declare that all information in this statement is true and correct. NOTICE- This Fictitious Name Statement expires five years from the date it was filed in the office of the County Clerk. A new Fictitious Business Name Statement must be filed prior to that date. The filing of this statement does not of itself authorize the use in this state of a Fictitious Business Name in violation of the rights of another under Federal, State, or common law (See section 14411 et seq. Business and Professions Code). Publish: ED Mountain Views News Dec 21, 28, 2019 Jan. 4, 11, 2020 <box>1145 201 1367 320</box>
notice-heading: FICTITIOUS BUSINESS NAME STATEMENT <box>235 801 378 810</box>
legal-notice <box>8 923 229 1041</box>
legal-notice <box>235 437 456 555</box>
notice-text: FICTITIOUS BUSINESS NAME STATEMENT File No. 2019317779 PACIFICSKY SOLAR, 1546 N HIGHLAND AVE, LOS ANGELES, CA 90028. Registrant: JUSTIN BROWN. The following person(s) is (are) doing business as the above named business. This business is conducted by: AN INDIVIDUAL. The registrant commenced to transact business under the fictitious business name or names listed above on N/A. I declare that all information in this statement is true and correct. NOTICE- This Fictitious Name Statement expires five years from the date it was filed in the office of the County Clerk. A new Fictitious Business Name Statement must be filed prior to that date. The filing of this statement does not of itself authorize the use in this state of a Fictitious Business Name in violation of the rights of another under Federal, State, or common law (See section 14411 et seq. Business and Professions Code). Publish: ED Mountain Views News Dec 21, 28, 2019 Jan. 4, 11, 2020 <box>918 1287 1140 1406</box>
notice-business-name: BRIZZIO CARPET CLEANING <box>689 566 784 574</box>
notice-publisher: Publish: ED Mountain Views News <box>235 416 334 425</box>
footer <box>0 2549 1373 2576</box>
notice-heading: FICTITIOUS BUSINESS NAME STATEMENT <box>918 80 1067 88</box>
legal-notice <box>8 801 229 919</box>
notice-heading: FICTITIOUS BUSINESS NAME STATEMENT <box>8 1166 157 1175</box>
notice-publisher: Publish: ED Mountain Views News <box>1145 790 1244 799</box>
notice-body: The following person(s) is (are) doing business as the above named business. This business is conducted by: AN INDIVIDUAL. The registrant commenced to transact business under the fictitious business name or names listed above on N/A. I declare that all information in this statement is true and correct. NOTICE- This Fictitious Name Statement expires five years from the date it was filed in the office of the County Clerk. A new Fictitious Business Name Statement must be filed prior to that date. The filing of this statement does not of itself authorize the use in this state of a Fictitious Business Name in violation of the rights of another under Federal, State, or common law (See section 14411 et seq. Business and Professions Code). <box>8 1182 230 1268</box>
legal-notice <box>235 801 456 919</box>
notice-body: The following person(s) is (are) doing business as the above named business. This business is conducted by: AN INDIVIDUAL. The registrant commenced to transact business under the fictitious business name or names listed above on N/A. I declare that all information in this statement is true and correct. NOTICE- This Fictitious Name Statement expires five years from the date it was filed in the office of the County Clerk. A new Fictitious Business Name Statement must be filed prior to that date. The filing of this statement does not of itself authorize the use in this state of a Fictitious Business Name in violation of the rights of another under Federal, State, or common law (See section 14411 et seq. Business and Professions Code). <box>1145 703 1367 791</box>
notice-file-number: 2019317779 <box>1105 1287 1140 1296</box>
notice-publisher: Publish: ED Mountain Views News <box>689 416 790 425</box>
notice-address: 12100 GARFIELD AVE, SOUTH GATE, CA 90280 <box>235 1296 457 1312</box>
notice-heading: FICTITIOUS BUSINESS NAME STATEMENT <box>462 445 610 453</box>
notice-heading: FICTITIOUS BUSINESS NAME STATEMENT <box>689 1271 829 1280</box>
legal-notice <box>235 923 456 1041</box>
notice-registrant: FRANCISCO OSORIO RODRIGUEZ <box>344 938 455 947</box>
notice-heading: FICTITIOUS BUSINESS NAME STATEMENT <box>8 80 145 88</box>
notice-heading: FICTITIOUS BUSINESS NAME STATEMENT <box>235 1044 383 1053</box>
notice-text: FICTITIOUS BUSINESS NAME STATEMENT File No. 2019-320273 CHRIS CORDOVA AVILA, 637 JOHNSON AVE, LONG BEACH, CA 90806. Registrant: CHRIS CORDOVA AVILA. The following person(s) is (are) doing business as the above named business. This business is conducted by: AN INDIVIDUAL. The registrant commenced to transact business under the fictitious business name or names listed above on N/A. I declare that all information in this statement is true and correct. NOTICE- This Fictitious Name Statement expires five years from the date it was filed in the office of the County Clerk. A new Fictitious Business Name Statement must be filed prior to that date. The filing of this statement does not of itself authorize the use in this state of a Fictitious Business Name in violation of the rights of another under Federal, State, or common law (See section 14411 et seq. Business and Professions Code). Publish: ED Mountain Views News Dates Pub: DEC 21, 28, 2019 JAN. 04, 11, 2020 <box>462 1393 685 1512</box>
notice-text: FICTITIOUS BUSINESS NAME STATEMENT File No. 2019-321001 CONNECT-US TRANSPORT, 8817 OBSERVATORY RD, LOS ANGELES, CA 90027. Registrant: ANGELA PARK. The following person(s) is (are) doing business as the above named business. This business is conducted by: AN INDIVIDUAL. The registrant commenced to transact business under the fictitious business name or names listed above on N/A. I declare that all information in this statement is true and correct. NOTICE- This Fictitious Name Statement expires five years from the date it was filed in the office of the County Clerk. A new Fictitious Business Name Statement must be filed prior to that date. The filing of this statement does not of itself authorize the use in this state of a Fictitious Business Name in violation of the rights of another under Federal, State, or common law (See section 14411 et seq. Business and Professions Code). Publish: ED Mountain Views News Dates Pub: DEC 21, 28, 2019 JAN. 04, 11, 2020 <box>689 801 913 919</box>
notice-publisher: Publish: ED Mountain Views News <box>918 903 1017 912</box>
notice-text: FICTITIOUS BUSINESS NAME STATEMENT File No. 2019320154 TRUST FINANCIAL, 6047 TAMPA AVE, TARZANA, CA 91356. Registrant: SAMUEL NEWMAN. The following person(s) is (are) doing business as the above named business. This business is conducted by: AN INDIVIDUAL. The registrant commenced to transact business under the fictitious business name or names listed above on N/A. I declare that all information in this statement is true and correct. NOTICE- This Fictitious Name Statement expires five years from the date it was filed in the office of the County Clerk. A new Fictitious Business Name Statement must be filed prior to that date. The filing of this statement does not of itself authorize the use in this state of a Fictitious Business Name in violation of the rights of another under Federal, State, or common law (See section 14411 et seq. Business and Professions Code). Publish: ED Mountain Views News Dec 21, 28, 2019 Jan. 4, 11, 2020 <box>918 566 1140 677</box>
notice-heading: FICTITIOUS BUSINESS NAME STATEMENT <box>462 1279 602 1288</box>
notice-text: FICTITIOUS BUSINESS NAME STATEMENT File No. 2019319358 ROYALTY INDUSTRIES, 226 E NUTT ST, LOS ANGELES, CA 90021. Registrant: JOSE ANTONIO ALVAREZ MARTINEZ. The following person(s) is (are) doing business as the above named business. This business is conducted by: AN INDIVIDUAL. The registrant commenced to transact business under the fictitious business name or names listed above on N/A. I declare that all information in this statement is true and correct. NOTICE- This Fictitious Name Statement expires five years from the date it was filed in the office of the County Clerk. A new Fictitious Business Name Statement must be filed prior to that date. The filing of this statement does not of itself authorize the use in this state of a Fictitious Business Name in violation of the rights of another under Federal, State, or common law (See section 14411 et seq. Business and Professions Code). Publish: ED Mountain Views News Dec 21, 28, 2019 Jan. 4, 11, 2020 <box>1145 566 1367 684</box>
notice-text: FICTITIOUS BUSINESS NAME STATEMENT File No. 2019312371 GOLDBERG DISTRIBUTION, 621 S VICTORY BLVD UNIT 1, BURBANK, CA 91502. Registrant: ANNIE GRANADOS. The following person(s) is (are) doing business as the above named business. This business is conducted by: AN INDIVIDUAL. The registrant commenced to transact business under the fictitious business name or names listed above on N/A. I declare that all information in this statement is true and correct. NOTICE- This Fictitious Name Statement expires five years from the date it was filed in the office of the County Clerk. A new Fictitious Business Name Statement must be filed prior to that date. The filing of this statement does not of itself authorize the use in this state of a Fictitious Business Name in violation of the rights of another under Federal, State, or common law (See section 14411 et seq. Business and Professions Code). Publish: ED Mountain Views News Dec 21, 28, 2019 Jan. 4, 11, 2020 <box>918 80 1140 198</box>
notice-business-name: SHAMOFOODFILL RENTALS <box>8 1174 100 1183</box>
notice-registrant: SAMUEL NEWMAN <box>918 581 981 590</box>
notice-business-name: THE PLUMBERS CONNECTION <box>462 915 685 931</box>
notice-text: FICTITIOUS BUSINESS NAME STATEMENT File No. 2019321739 TRANSPORTES IMMESA, 13517 PINNEY ST, PACOIMA, CA 91331. Registrant: JUAN DAVID BARRIOS LOPEZ. The following person(s) is (are) doing business as the above named business. This business is conducted by: AN INDIVIDUAL. The registrant commenced to transact business under the fictitious business name or names listed above on N/A. I declare that all information in this statement is true and correct. NOTICE- This Fictitious Name Statement expires five years from the date it was filed in the office of the County Clerk. A new Fictitious Business Name Statement must be filed prior to that date. The filing of this statement does not of itself authorize the use in this state of a Fictitious Business Name in violation of the rights of another under Federal, State, or common law (See section 14411 et seq. Business and Professions Code). Publish: ED Mountain Views News Dec 21, 28, 2019 Jan. 4, 11, 2020 <box>918 1166 1140 1284</box>
notice-publisher: Publish: ED Mountain Views News <box>689 1252 790 1261</box>
notice-pub-dates: Dec28,2019andJan4,11,18,2020 <box>8 554 98 563</box>
notice-pub-dates: Dates Pub: DEC 21, 28, 2019 JAN. 04, 11, 2020 <box>689 303 825 312</box>
legal-notice <box>463 801 685 912</box>
notice-body: The following person(s) is (are) doing business as the above named business. This business is conducted by: AN INDIVIDUAL. The registrant commenced to transact business under the fictitious business name or names listed above on N/A. I declare that all information in this statement is true and correct. NOTICE- This Fictitious Name Statement expires five years from the date it was filed in the office of the County Clerk. A new Fictitious Business Name Statement must be filed prior to that date. The filing of this statement does not of itself authorize the use in this state of a Fictitious Business Name in violation of the rights of another under Federal, State, or common law (See section 14411 et seq. Business and Professions Code). <box>918 817 1140 904</box>
notice-heading: FICTITIOUS BUSINESS NAME STATEMENT <box>235 1166 383 1175</box>
notice-registrant: MARIA H. JIMENEZ <box>300 1425 364 1433</box>
notice-body: The following person(s) is (are) doing business as the above named business. This business is conducted by: AN INDIVIDUAL. The registrant commenced to transact business under the fictitious business name or names listed above on N/A. I declare that all information in this statement is true and correct. NOTICE- This Fictitious Name Statement expires five years from the date it was filed in the office of the County Clerk. A new Fictitious Business Name Statement must be filed prior to that date. The filing of this statement does not of itself authorize the use in this state of a Fictitious Business Name in violation of the rights of another under Federal, State, or common law (See section 14411 et seq. Business and Professions Code). <box>689 452 913 539</box>
notice-file-number: 2019323611 <box>1312 80 1347 88</box>
notice-body: The following person(s) is (are) doing business as the above named business. This business is conducted by: AN INDIVIDUAL. The registrant commenced to transact business under the fictitious business name or names listed above on N/A. I declare that all information in this statement is true and correct. NOTICE- This Fictitious Name Statement expires five years from the date it was filed in the office of the County Clerk. A new Fictitious Business Name Statement must be filed prior to that date. The filing of this statement does not of itself authorize the use in this state of a Fictitious Business Name in violation of the rights of another under Federal, State, or common law (See section 14411 et seq. Business and Professions Code). <box>235 947 457 1026</box>
notice-registrant: JIMMY RODRIGUEZ <box>519 1174 585 1183</box>
legal-notice <box>690 1158 912 1268</box>
notice-body: The following person(s) is (are) doing business as the above named business. This business is conducted by: AN INDIVIDUAL. The registrant commenced to transact business under the fictitious business name or names listed above on N/A. I declare that all information in this statement is true and correct. NOTICE- This Fictitious Name Statement expires five years from the date it was filed in the office of the County Clerk. A new Fictitious Business Name Statement must be filed prior to that date. The filing of this statement does not of itself authorize the use in this state of a Fictitious Business Name in violation of the rights of another under Federal, State, or common law (See section 14411 et seq. Business and Professions Code). <box>235 1060 457 1148</box>
notice-registrant: ANDERSON ALBERTO SILVA <box>743 452 835 461</box>
notice-registrant: MICHAEL MCKINLEY <box>341 817 412 826</box>
notice-publisher: Publish: ED Mountain Views News <box>689 1017 790 1026</box>
notice-publisher: Publish: ED Mountain Views News <box>235 174 334 182</box>
notice-business-name: JIN'S VERDUGO <box>8 801 230 818</box>
notice-pub-dates: Dates Pub: DEC 21, 28, 2019 JAN. 04, 11, 2020 <box>462 311 598 320</box>
notice-body: The following person(s) is (are) doing business as the above named business. This business is conducted by: AN INDIVIDUAL. The registrant commenced to transact business under the fictitious business name or names listed above on N/A. I declare that all information in this statement is true and correct. NOTICE- This Fictitious Name Statement expires five years from the date it was filed in the office of the County Clerk. A new Fictitious Business Name Statement must be filed prior to that date. The filing of this statement does not of itself authorize the use in this state of a Fictitious Business Name in violation of the rights of another under Federal, State, or common law (See section 14411 et seq. Business and Professions Code). <box>235 331 457 417</box>
notice-address: 8939 MANNIX DR, LOS ANGELES, CA 90046 <box>1205 695 1366 704</box>
notice-business-name: TRANSPORTES IMMESA <box>918 1174 999 1183</box>
notice-address: 13517 PINNEY ST, PACOIMA, CA 91331 <box>1003 1174 1138 1183</box>
notice-body: The following person(s) is (are) doing business as the above named business. This business is conducted by: AN INDIVIDUAL. The registrant commenced to transact business under the fictitious business name or names listed above on N/A. I declare that all information in this statement is true and correct. NOTICE- This Fictitious Name Statement expires five years from the date it was filed in the office of the County Clerk. A new Fictitious Business Name Statement must be filed prior to that date. The filing of this statement does not of itself authorize the use in this state of a Fictitious Business Name in violation of the rights of another under Federal, State, or common law (See section 14411 et seq. Business and Professions Code). <box>689 1174 913 1253</box>
notice-heading: FICTITIOUS BUSINESS NAME STATEMENT <box>689 315 827 324</box>
notice-heading: FICTITIOUS BUSINESS NAME STATEMENT <box>235 680 376 688</box>
notice-body: The following person(s) is (are) doing business as the above named business. This business is conducted by: AN INDIVIDUAL. The registrant commenced to transact business under the fictitious business name or names listed above on N/A. I declare that all information in this statement is true and correct. NOTICE- This Fictitious Name Statement expires five years from the date it was filed in the office of the County Clerk. A new Fictitious Business Name Statement must be filed prior to that date. The filing of this statement does not of itself authorize the use in this state of a Fictitious Business Name in violation of the rights of another under Federal, State, or common law (See section 14411 et seq. Business and Professions Code). <box>689 573 913 661</box>
notice-address: 7011 LEXINGTON AVE APT #3, WEST HOLLYWOOD, CA 90046 <box>33 452 228 461</box>
notice-heading: FICTITIOUS BUSINESS NAME STATEMENT <box>462 201 610 210</box>
notice-publisher: Publish: ED Mountain Views News <box>1145 303 1244 312</box>
notice-business-name: DIGITAL ATTIC <box>8 331 59 339</box>
notice-publisher: Publish: ED Mountain Views News <box>462 1374 562 1383</box>
notice-address: 9515 WITAKER AVE, NORTH HILLS, CA 91343 <box>1205 209 1366 217</box>
notice-address: 1255 REDWOOD VIEW DR, POMONA, CA 91766 <box>298 323 455 332</box>
notice-publisher: Publish: ED Mountain Views News <box>689 181 790 190</box>
notice-pub-dates: Dates Pub: DEC 21, 28, 2019 JAN. 04, 11, 2020 <box>462 1268 598 1276</box>
legal-notice <box>690 680 912 798</box>
notice-pub-dates: Dec 21, 28, 2019 Jan. 4, 11, 2020 <box>689 1374 784 1383</box>
notice-heading: FICTITIOUS BUSINESS NAME STATEMENT <box>8 323 157 332</box>
notice-business-name: RESOURCE FOR BABIES ATTIRE <box>8 1296 113 1305</box>
notice-pub-dates: Dec 21, 28, 2019 Jan. 4, 11, 2020 <box>689 1147 784 1155</box>
notice-registrant: CARLOS QUINTANA <box>269 695 336 704</box>
notice-publisher: Publish: ED Mountain Views News <box>689 782 790 791</box>
notice-body: The following person(s) is (are) doing business as the above named business. This business is conducted by: AN INDIVIDUAL. The registrant commenced to transact business under the fictitious business name or names listed above on N/A. I declare that all information in this statement is true and correct. NOTICE- This Fictitious Name Statement expires five years from the date it was filed in the office of the County Clerk. A new Fictitious Business Name Statement must be filed prior to that date. The filing of this statement does not of itself authorize the use in this state of a Fictitious Business Name in violation of the rights of another under Federal, State, or common law (See section 14411 et seq. Business and Professions Code). <box>8 1425 230 1512</box>
notice-pub-dates: Dates Pub: DEC 21, 28, 2019 JAN. 04, 11, 2020 <box>235 911 370 919</box>
notice-file-number: 2019312371 <box>1105 80 1140 88</box>
notice-business-name: VISUALS BY JIMMY <box>462 1166 530 1175</box>
notice-registrant: CHARLES LEE <box>689 1287 737 1296</box>
notice-registrant: RALPH BRYANT CORDOVA <box>289 452 378 461</box>
notice-heading: FICTITIOUS BUSINESS NAME STATEMENT <box>8 445 157 453</box>
notice-heading: FICTITIOUS BUSINESS NAME STATEMENT <box>235 437 384 446</box>
notice-heading: FICTITIOUS BUSINESS NAME STATEMENT <box>235 315 376 324</box>
notice-publisher: Publish: ED Mountain Views News <box>689 1488 790 1497</box>
notice-address: 111 7TH STREET, LOS ANGELES, CA 90014 <box>235 201 457 217</box>
notice-body: The following person(s) is (are) doing business as the above named business. This business is conducted by: AN INDIVIDUAL. The registrant commenced to transact business under the fictitious business name or names listed above on N/A. I declare that all information in this statement is true and correct. NOTICE- This Fictitious Name Statement expires five years from the date it was filed in the office of the County Clerk. A new Fictitious Business Name Statement must be filed prior to that date. The filing of this statement does not of itself authorize the use in this state of a Fictitious Business Name in violation of the rights of another under Federal, State, or common law (See section 14411 et seq. Business and Professions Code). <box>689 1052 913 1140</box>
notice-heading: FICTITIOUS BUSINESS NAME STATEMENT <box>1145 566 1294 574</box>
notice-pub-dates: Dates Pub: DEC 21, 28, 2019 JAN. 04, 11, 2020 <box>235 790 370 799</box>
